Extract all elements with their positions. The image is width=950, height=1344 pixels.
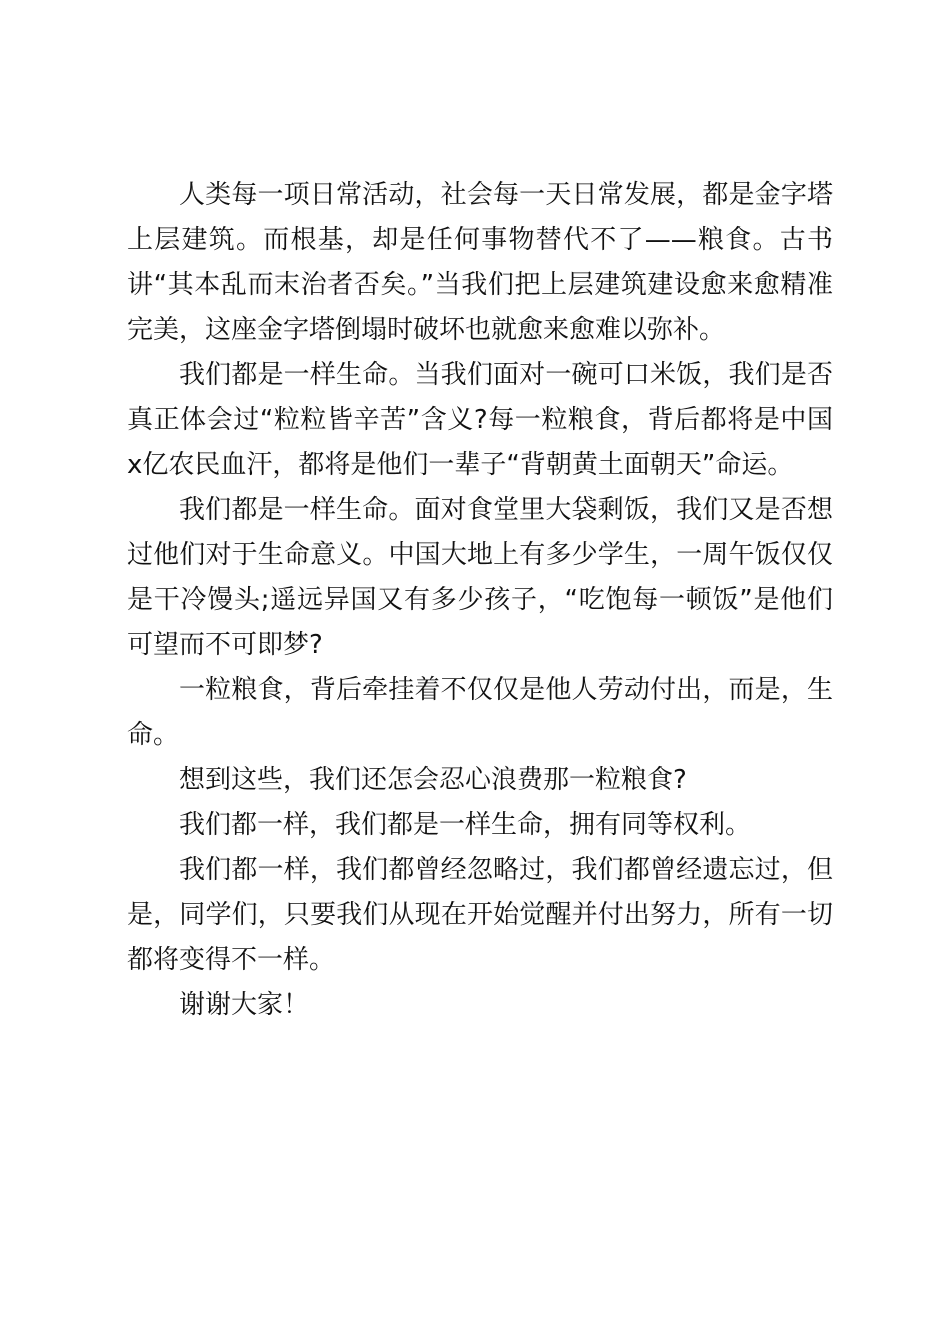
paragraph-6: 我们都一样，我们都是一样生命，拥有同等权利。 [179,810,752,840]
paragraph-2: 我们都是一样生命。当我们面对一碗可口米饭，我们是否真正体会过“粒粒皆辛苦”含义?每一粒粮食，背后都将是中国x亿农民血汗，都将是他们一辈子“背朝黄土面朝天”命运。 [127,360,833,480]
document-body [127,173,833,1028]
paragraph-8: 谢谢大家！ [179,990,310,1020]
paragraph-4: 一粒粮食，背后牵挂着不仅仅是他人劳动付出，而是，生命。 [127,675,833,750]
paragraph-1: 人类每一项日常活动，社会每一天日常发展，都是金字塔上层建筑。而根基，却是任何事物替代不了——粮食。古书讲“其本乱而末治者否矣。”当我们把上层建筑建设愈来愈精准完美，这座金字塔倒塌时破坏也就愈来愈难以弥补。 [127,180,833,345]
paragraph-3: 我们都是一样生命。面对食堂里大袋剩饭，我们又是否想过他们对于生命意义。中国大地上有多少学生，一周午饭仅仅是干冷馒头;遥远异国又有多少孩子，“吃饱每一顿饭”是他们可望而不可即梦? [127,495,833,660]
paragraph-5: 想到这些，我们还怎会忍心浪费那一粒粮食? [179,765,687,795]
paragraph-7: 我们都一样，我们都曾经忽略过，我们都曾经遗忘过，但是，同学们，只要我们从现在开始觉醒并付出努力，所有一切都将变得不一样。 [127,855,833,975]
